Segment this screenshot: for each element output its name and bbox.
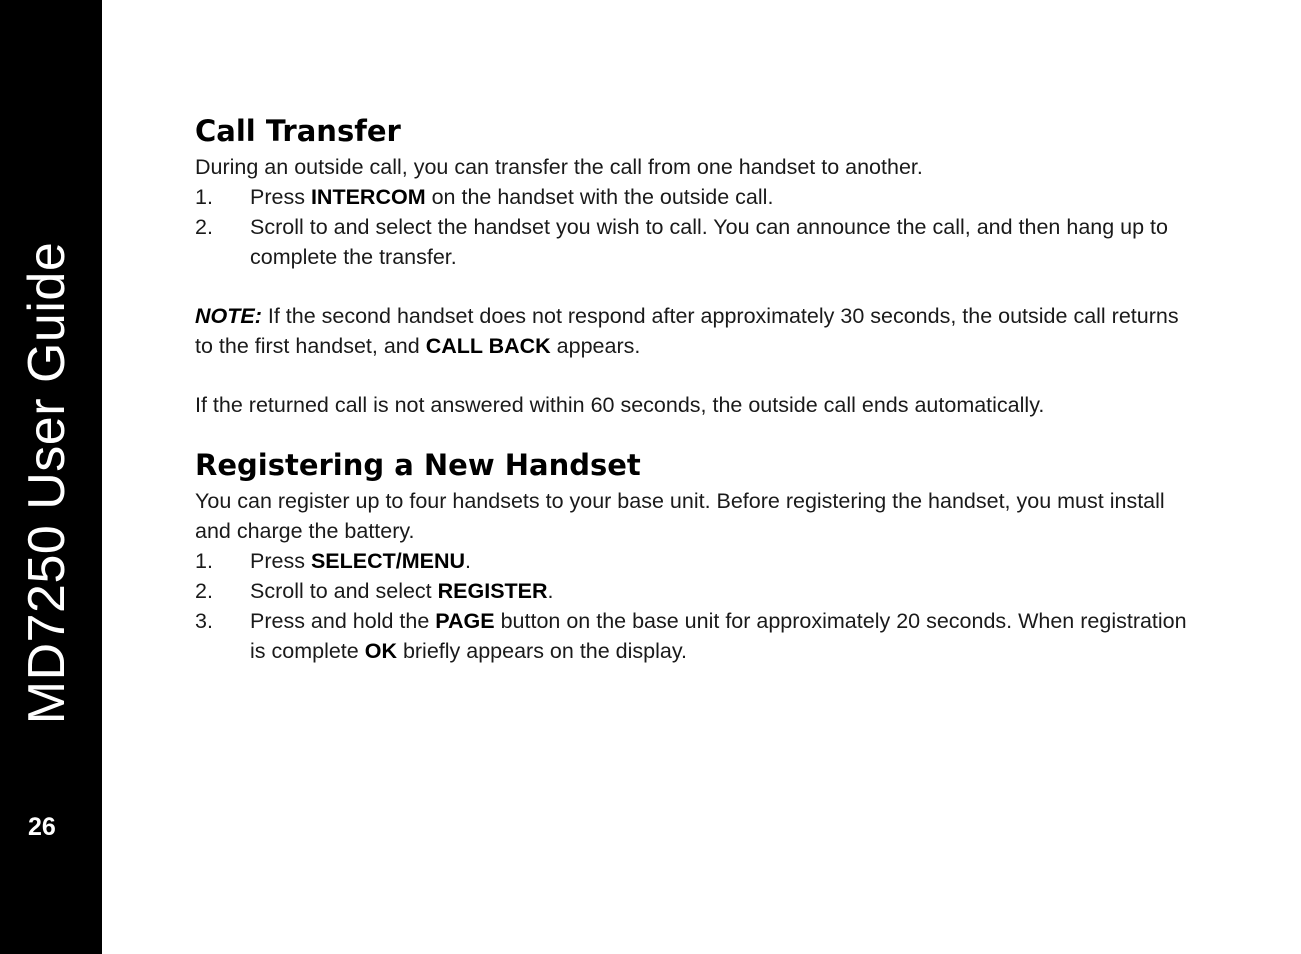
step-number: 2.	[195, 579, 213, 603]
registering-heading: Registering a New Handset	[195, 448, 641, 482]
sidebar	[0, 0, 102, 954]
page-number: 26	[28, 813, 56, 841]
register-option: REGISTER	[437, 579, 548, 603]
ok-label: OK	[364, 639, 397, 663]
call-transfer-intro: During an outside call, you can transfer the call from one handset to another.	[195, 155, 923, 179]
step-number: 2.	[195, 215, 213, 239]
list-item	[195, 546, 1195, 576]
step-text: Press INTERCOM on the handset with the outside call.	[250, 185, 774, 209]
step-number: 1.	[195, 549, 213, 573]
followup-paragraph: If the returned call is not answered within 60 seconds, the outside call ends automatically.	[195, 393, 1045, 417]
note-label: NOTE:	[195, 304, 262, 328]
page-key: PAGE	[435, 609, 495, 633]
step-text: Scroll to and select REGISTER.	[250, 579, 554, 603]
registering-section	[195, 444, 1195, 666]
note-paragraph: NOTE: If the second handset does not respond after approximately 30 seconds, the outside call returns to the first handset, and CALL BACK appears.	[195, 304, 1179, 358]
step-text: Press SELECT/MENU.	[250, 549, 472, 573]
list-item	[195, 606, 1195, 666]
page-content	[195, 110, 1195, 666]
spacer	[195, 420, 1195, 444]
list-item	[195, 212, 1195, 272]
registering-intro: You can register up to four handsets to your base unit. Before registering the handset, you must install and charge the battery.	[195, 489, 1165, 543]
list-item	[195, 576, 1195, 606]
call-transfer-section	[195, 110, 1195, 420]
registering-steps	[195, 546, 1195, 666]
select-menu-key: SELECT/MENU	[310, 549, 466, 573]
step-number: 3.	[195, 609, 213, 633]
list-item	[195, 182, 1195, 212]
intercom-key: INTERCOM	[310, 185, 426, 209]
step-text: Scroll to and select the handset you wish to call. You can announce the call, and then hang up to complete the transfer.	[250, 215, 1168, 269]
guide-title: MD7250 User Guide	[18, 241, 76, 725]
step-number: 1.	[195, 185, 213, 209]
spacer	[195, 361, 1195, 390]
call-back-label: CALL BACK	[425, 334, 551, 358]
call-transfer-steps	[195, 182, 1195, 272]
spacer	[195, 272, 1195, 301]
step-text: Press and hold the PAGE button on the base unit for approximately 20 seconds. When registration is complete OK briefly appears on the display.	[250, 609, 1187, 663]
call-transfer-heading: Call Transfer	[195, 114, 401, 148]
